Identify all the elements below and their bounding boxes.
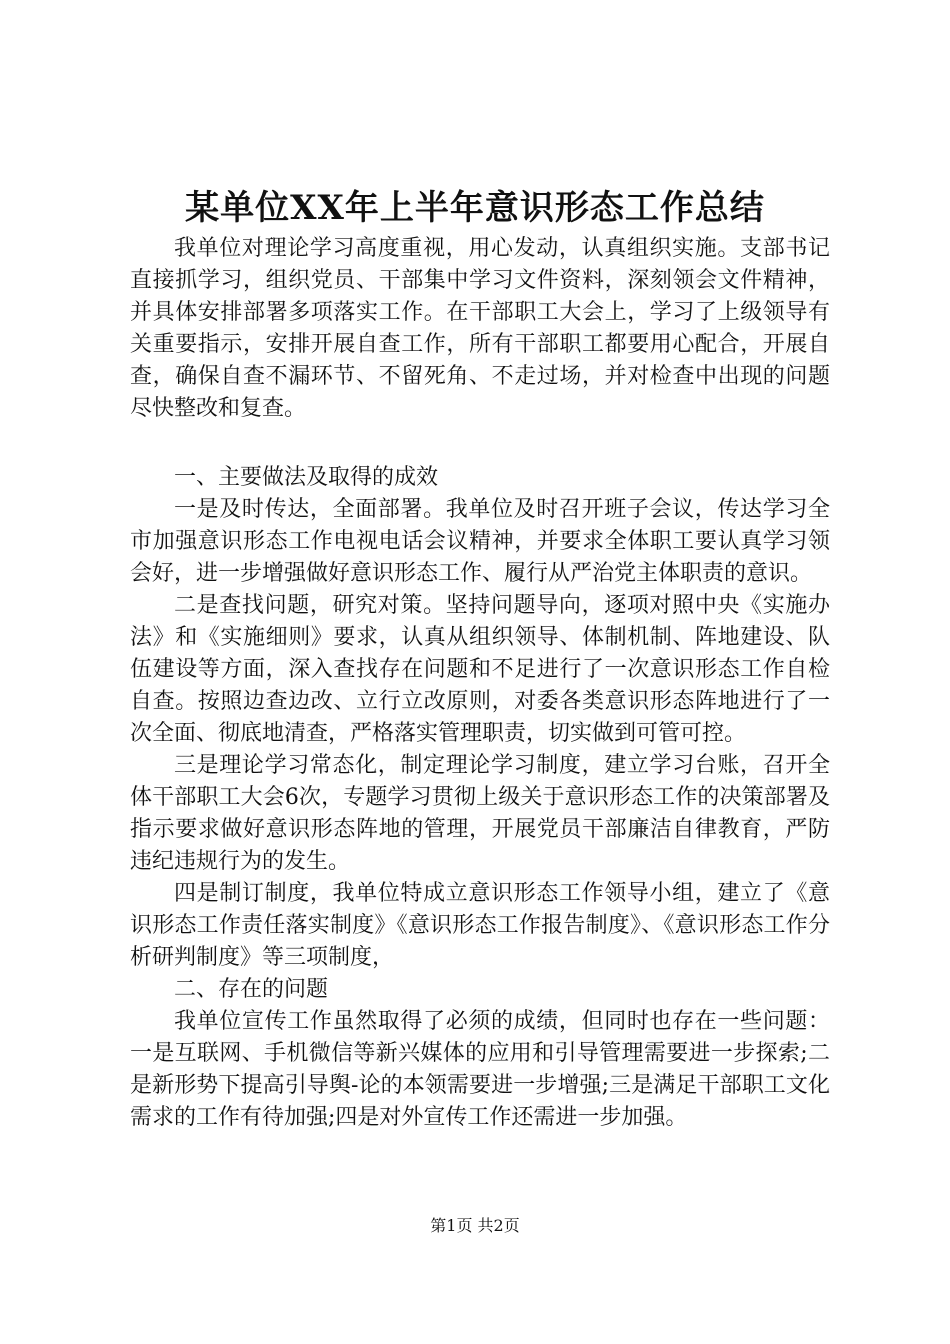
paragraph-item-2: 二是查找问题，研究对策。坚持问题导向，逐项对照中央《实施办法》和《实施细则》要求，认真从组织领导、体制机制、阵地建设、队伍建设等方面，深入查找存在问题和不足进行了一次意识形态工作自检自查。按照边查边改、立行立改原则，对委各类意识形态阵地进行了一次全面、彻底地清查，严格落实管理职责，切实做到可管可控。 xyxy=(130,593,830,746)
section-heading-practices: 一、主要做法及取得的成效 xyxy=(174,465,439,490)
page-number-footer: 第1页 共2页 xyxy=(430,1216,520,1235)
section-heading-problems: 二、存在的问题 xyxy=(174,977,329,1002)
document-body xyxy=(130,233,830,1134)
document-title: 某单位XX年上半年意识形态工作总结 xyxy=(185,188,765,228)
intro-paragraph: 我单位对理论学习高度重视，用心发动，认真组织实施。支部书记直接抓学习，组织党员、干部集中学习文件资料，深刻领会文件精神，并具体安排部署多项落实工作。在干部职工大会上，学习了上级领导有关重要指示，安排开展自查工作，所有干部职工都要用心配合，开展自查，确保自查不漏环节、不留死角、不走过场，并对检查中出现的问题尽快整改和复查。 xyxy=(130,236,830,421)
paragraph-item-4: 四是制订制度，我单位特成立意识形态工作领导小组，建立了《意识形态工作责任落实制度》《意识形态工作报告制度》、《意识形态工作分析研判制度》等三项制度， xyxy=(130,881,830,970)
problems-paragraph: 我单位宣传工作虽然取得了必须的成绩，但同时也存在一些问题：一是互联网、手机微信等新兴媒体的应用和引导管理需要进一步探索;二是新形势下提高引导舆-论的本领需要进一步增强;三是满足干部职工文化需求的工作有待加强;四是对外宣传工作还需进一步加强。 xyxy=(130,1009,830,1130)
paragraph-item-1: 一是及时传达，全面部署。我单位及时召开班子会议，传达学习全市加强意识形态工作电视电话会议精神，并要求全体职工要认真学习领会好，进一步增强做好意识形态工作、履行从严治党主体职责的意识。 xyxy=(130,497,830,586)
paragraph-item-3: 三是理论学习常态化，制定理论学习制度，建立学习台账，召开全体干部职工大会6次，专题学习贯彻上级关于意识形态工作的决策部署及指示要求做好意识形态阵地的管理，开展党员干部廉洁自律教育，严防违纪违规行为的发生。 xyxy=(130,753,830,874)
